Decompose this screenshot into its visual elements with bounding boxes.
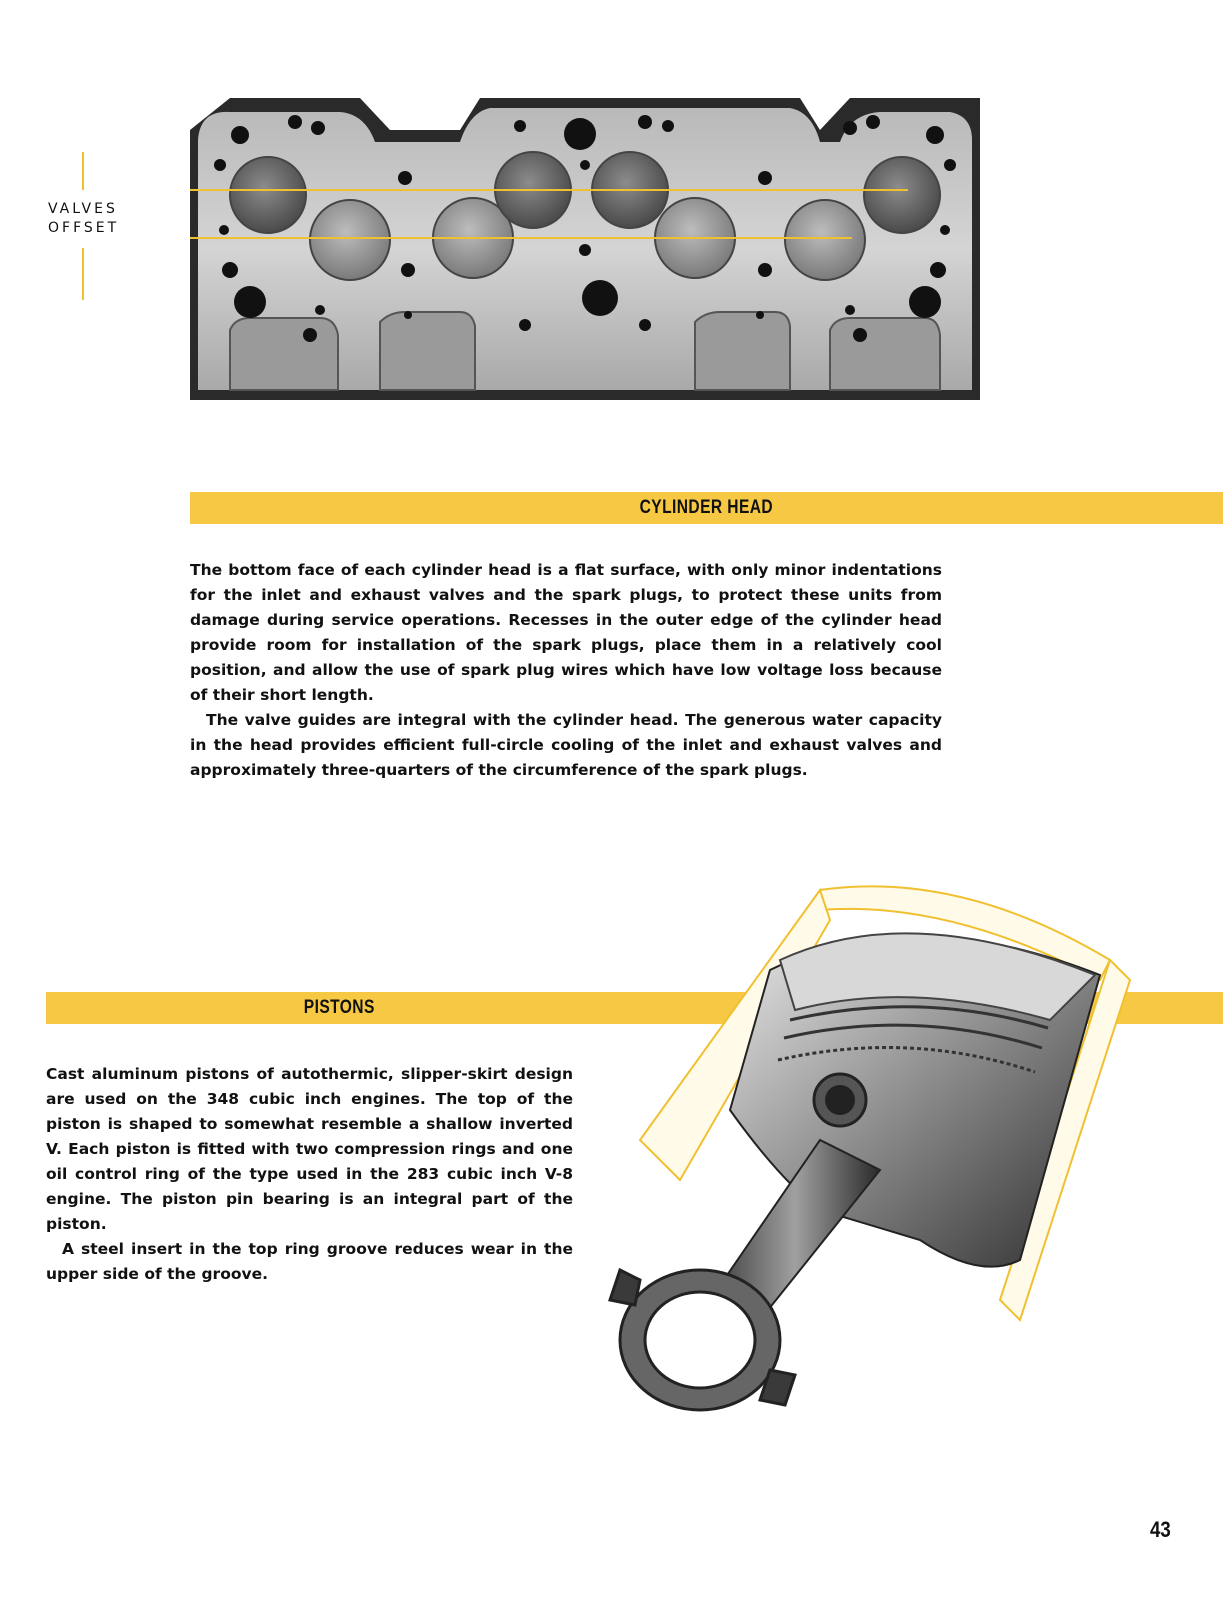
pistons-title: PISTONS — [303, 997, 375, 1018]
callout-top-tick — [82, 152, 84, 190]
cylinder-head-paragraph-1: The bottom face of each cylinder head is a flat surface, with only minor indentations for the inlet and exhaust valves and the spark plugs, to protect these units from damage during service operations. Recesses in the outer edge of the cylinder head provide room for installation of the spark plugs, place them in a relatively cool position, and allow the use of spark plug wires which have low voltage loss because of their short length. — [190, 561, 942, 704]
piston-illustration — [580, 880, 1165, 1440]
pistons-text — [46, 1062, 573, 1287]
pistons-paragraph-2-text: A steel insert in the top ring groove reduces wear in the upper side of the groove. — [46, 1240, 573, 1283]
cylinder-head-paragraph-2 — [190, 708, 942, 783]
cylinder-head-title: CYLINDER HEAD — [639, 497, 774, 518]
valves-offset-callout — [48, 200, 138, 238]
cylinder-head-illustration — [190, 90, 980, 410]
cylinder-head-paragraph-2-text: The valve guides are integral with the cylinder head. The generous water capacity in the head provides efficient full-circle cooling of the inlet and exhaust valves and approximately three-quarters of the circumference of the spark plugs. — [190, 711, 942, 779]
callout-line-2: OFFSET — [48, 220, 120, 236]
callout-line-1: VALVES — [48, 201, 118, 217]
pistons-paragraph-2 — [46, 1237, 573, 1287]
callout-bottom-tick — [82, 248, 84, 300]
pistons-paragraph-1: Cast aluminum pistons of autothermic, slipper-skirt design are used on the 348 cubic inch engines. The top of the piston is shaped to somewhat resemble a shallow inverted V. Each piston is fitted with two compression rings and one oil control ring of the type used in the 283 cubic inch V-8 engine. The piston pin bearing is an integral part of the piston. — [46, 1065, 573, 1233]
page-number: 43 — [1150, 1517, 1171, 1542]
cylinder-head-header-bar — [190, 492, 1223, 524]
cylinder-head-text — [190, 558, 942, 783]
